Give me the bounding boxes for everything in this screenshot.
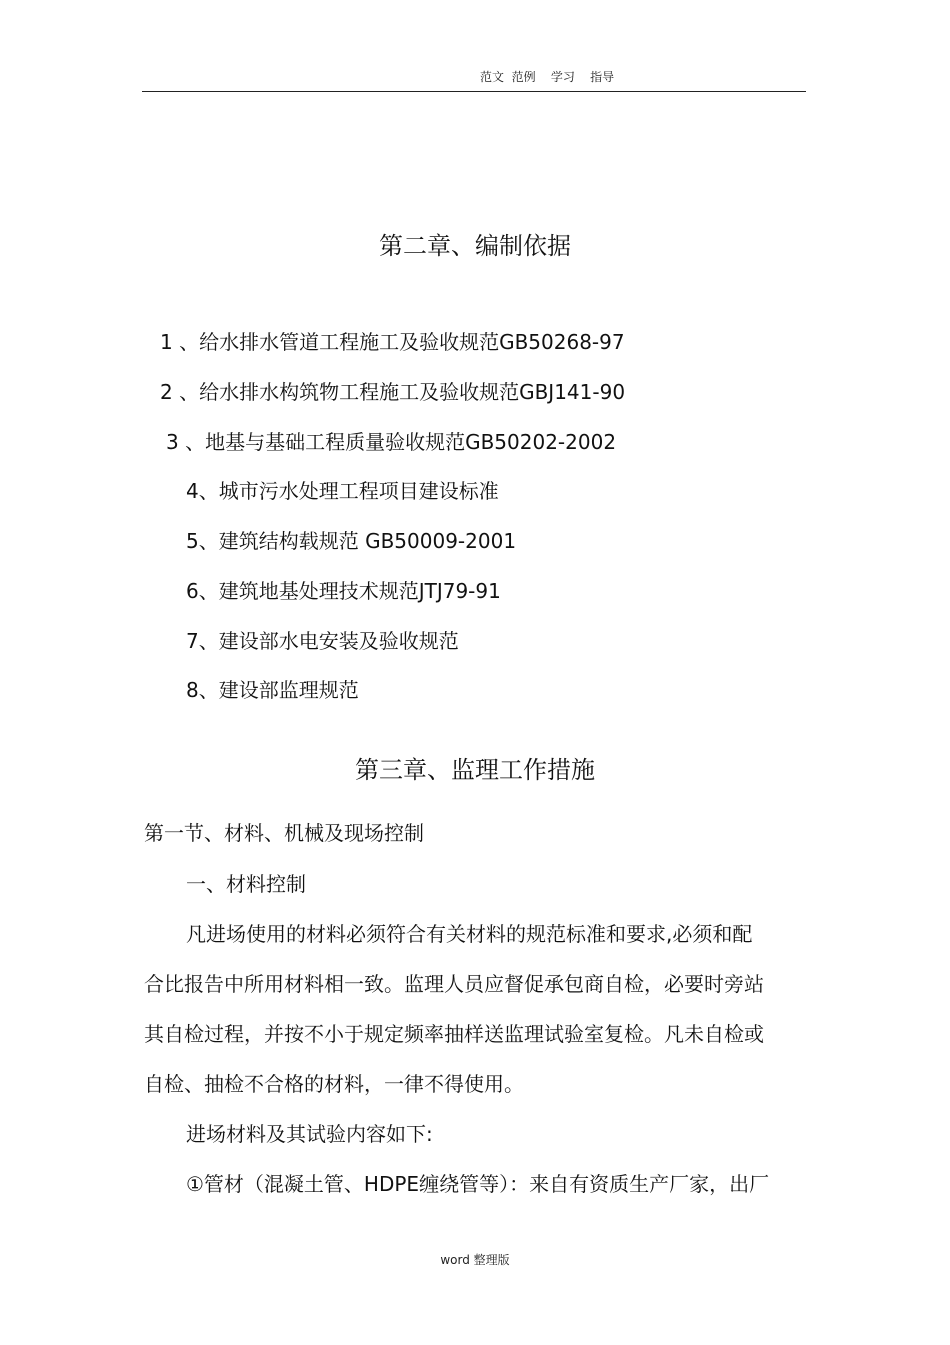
paragraph-line: 自检、抽检不合格的材料，一律不得使用。 bbox=[144, 1072, 524, 1096]
list-item: 7、建设部水电安装及验收规范 bbox=[186, 629, 459, 653]
list-item: 1 、给水排水管道工程施工及验收规范GB50268-97 bbox=[160, 330, 625, 354]
list-item: 8、建设部监理规范 bbox=[186, 678, 359, 702]
section-heading: 第一节、材料、机械及现场控制 bbox=[144, 821, 424, 845]
paragraph-line: 其自检过程，并按不小于规定频率抽样送监理试验室复检。凡未自检或 bbox=[144, 1022, 764, 1046]
materials-intro: 进场材料及其试验内容如下: bbox=[186, 1122, 433, 1146]
list-item: 2 、给水排水构筑物工程施工及验收规范GBJ141-90 bbox=[160, 380, 626, 404]
chapter-3-title: 第三章、监理工作措施 bbox=[355, 756, 595, 784]
paragraph-line: 合比报告中所用材料相一致。监理人员应督促承包商自检，必要时旁站 bbox=[144, 972, 764, 996]
page-footer: word 整理版 bbox=[440, 1253, 510, 1267]
subsection-heading: 一、材料控制 bbox=[186, 872, 306, 896]
material-item-pipe: ①管材（混凝土管、HDPE缠绕管等）：来自有资质生产厂家，出厂 bbox=[186, 1172, 770, 1196]
header-text: 范文 范例 学习 指导 bbox=[480, 70, 615, 84]
list-item: 3 、地基与基础工程质量验收规范GB50202-2002 bbox=[166, 430, 617, 454]
list-item: 6、建筑地基处理技术规范JTJ79-91 bbox=[186, 579, 501, 603]
list-item: 5、建筑结构载规范 GB50009-2001 bbox=[186, 529, 517, 553]
chapter-2-title: 第二章、编制依据 bbox=[379, 232, 571, 260]
list-item: 4、城市污水处理工程项目建设标准 bbox=[186, 479, 499, 503]
header-rule bbox=[142, 91, 806, 92]
paragraph-line: 凡进场使用的材料必须符合有关材料的规范标准和要求,必须和配 bbox=[186, 922, 753, 946]
